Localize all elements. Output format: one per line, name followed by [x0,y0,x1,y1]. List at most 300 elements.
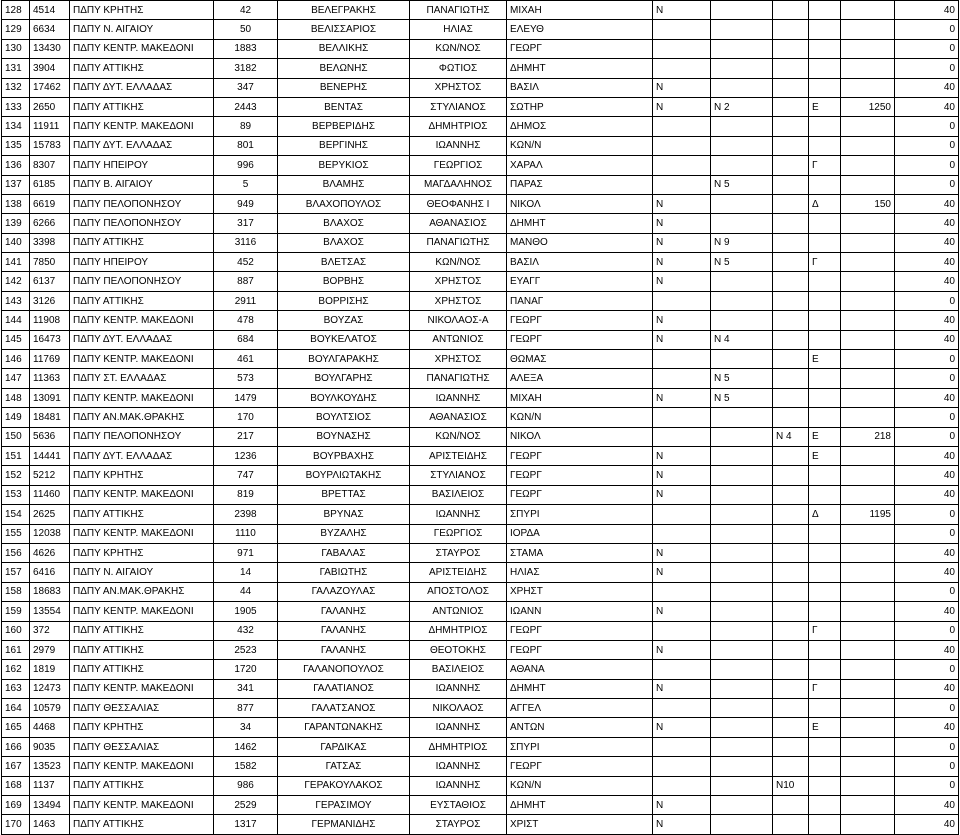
table-row [2,350,959,369]
category-cell [809,543,841,562]
note-n2-cell [773,194,809,213]
value-cell: 0 [895,757,959,776]
value-cell: 0 [895,524,959,543]
record-id-cell: 11769 [30,350,70,369]
record-id-cell: 1463 [30,815,70,834]
value-cell: 40 [895,485,959,504]
note-n-cell: Ν 5 [711,388,773,407]
code-cell: 34 [214,718,278,737]
code-cell: 1317 [214,815,278,834]
row-number-cell: 135 [2,136,30,155]
father-name-cell: ΝΙΚΟΛ [507,427,653,446]
note-n-cell [711,524,773,543]
first-name-cell: ΚΩΝ/ΝΟΣ [410,39,507,58]
first-name-cell: ΑΝΤΩΝΙΟΣ [410,330,507,349]
table-row [2,679,959,698]
personnel-table [1,0,959,835]
flag-n-cell: Ν [653,233,711,252]
amount-cell [841,330,895,349]
row-number-cell: 142 [2,272,30,291]
record-id-cell: 15783 [30,136,70,155]
record-id-cell: 12038 [30,524,70,543]
surname-cell: ΓΑΡΑΝΤΩΝΑΚΗΣ [278,718,410,737]
father-name-cell: ΔΗΜΗΤ [507,796,653,815]
surname-cell: ΒΟΥΡΒΑΧΗΣ [278,446,410,465]
record-id-cell: 17462 [30,78,70,97]
flag-n-cell: Ν [653,679,711,698]
table-body [2,1,959,835]
value-cell: 40 [895,194,959,213]
value-cell: 40 [895,388,959,407]
value-cell: 0 [895,117,959,136]
note-n-cell [711,446,773,465]
father-name-cell: ΙΟΡΔΑ [507,524,653,543]
first-name-cell: ΒΑΣΙΛΕΙΟΣ [410,660,507,679]
note-n2-cell [773,272,809,291]
department-cell: ΠΔΠΥ ΚΕΝΤΡ. ΜΑΚΕΔΟΝΙ [70,679,214,698]
category-cell [809,59,841,78]
table-row [2,640,959,659]
father-name-cell: ΘΩΜΑΣ [507,350,653,369]
first-name-cell: ΧΡΗΣΤΟΣ [410,350,507,369]
surname-cell: ΒΟΥΛΤΣΙΟΣ [278,408,410,427]
flag-n-cell: Ν [653,796,711,815]
code-cell: 2523 [214,640,278,659]
record-id-cell: 5636 [30,427,70,446]
father-name-cell: ΗΛΙΑΣ [507,563,653,582]
department-cell: ΠΔΠΥ ΚΕΝΤΡ. ΜΑΚΕΔΟΝΙ [70,485,214,504]
category-cell [809,524,841,543]
row-number-cell: 161 [2,640,30,659]
flag-n-cell: Ν [653,543,711,562]
code-cell: 1720 [214,660,278,679]
note-n-cell [711,485,773,504]
department-cell: ΠΔΠΥ ΘΕΣΣΑΛΙΑΣ [70,737,214,756]
table-row [2,175,959,194]
table-row [2,737,959,756]
code-cell: 1883 [214,39,278,58]
flag-n-cell [653,621,711,640]
amount-cell [841,737,895,756]
table-row [2,1,959,20]
first-name-cell: ΓΕΩΡΓΙΟΣ [410,156,507,175]
row-number-cell: 128 [2,1,30,20]
surname-cell: ΓΑΛΑΤΙΑΝΟΣ [278,679,410,698]
department-cell: ΠΔΠΥ ΗΠΕΙΡΟΥ [70,156,214,175]
record-id-cell: 4468 [30,718,70,737]
row-number-cell: 168 [2,776,30,795]
row-number-cell: 160 [2,621,30,640]
code-cell: 341 [214,679,278,698]
amount-cell [841,39,895,58]
value-cell: 0 [895,737,959,756]
surname-cell: ΓΑΛΑΤΣΑΝΟΣ [278,699,410,718]
first-name-cell: ΑΘΑΝΑΣΙΟΣ [410,214,507,233]
note-n2-cell [773,330,809,349]
first-name-cell: ΕΥΣΤΑΘΙΟΣ [410,796,507,815]
record-id-cell: 6416 [30,563,70,582]
surname-cell: ΒΛΑΧΟΠΟΥΛΟΣ [278,194,410,213]
category-cell [809,1,841,20]
note-n2-cell [773,679,809,698]
record-id-cell: 18481 [30,408,70,427]
flag-n-cell: Ν [653,253,711,272]
note-n-cell [711,59,773,78]
father-name-cell: ΓΕΩΡΓ [507,39,653,58]
row-number-cell: 166 [2,737,30,756]
value-cell: 40 [895,796,959,815]
note-n-cell [711,311,773,330]
table-row [2,330,959,349]
father-name-cell: ΠΑΡΑΣ [507,175,653,194]
code-cell: 1236 [214,446,278,465]
row-number-cell: 155 [2,524,30,543]
flag-n-cell: Ν [653,388,711,407]
amount-cell [841,640,895,659]
note-n2-cell [773,796,809,815]
note-n-cell [711,640,773,659]
table-row [2,272,959,291]
row-number-cell: 132 [2,78,30,97]
record-id-cell: 4626 [30,543,70,562]
surname-cell: ΒΛΕΤΣΑΣ [278,253,410,272]
father-name-cell: ΓΕΩΡΓ [507,757,653,776]
table-row [2,446,959,465]
category-cell [809,388,841,407]
table-row [2,233,959,252]
value-cell: 0 [895,156,959,175]
note-n-cell [711,582,773,601]
code-cell: 317 [214,214,278,233]
note-n2-cell [773,466,809,485]
flag-n-cell: Ν [653,194,711,213]
note-n2-cell [773,175,809,194]
table-row [2,78,959,97]
value-cell: 0 [895,660,959,679]
row-number-cell: 140 [2,233,30,252]
flag-n-cell: Ν [653,1,711,20]
first-name-cell: ΓΕΩΡΓΙΟΣ [410,524,507,543]
category-cell: Δ [809,505,841,524]
surname-cell: ΓΕΡΑΚΟΥΛΑΚΟΣ [278,776,410,795]
value-cell: 40 [895,718,959,737]
father-name-cell: ΑΛΕΞΑ [507,369,653,388]
category-cell [809,699,841,718]
amount-cell [841,485,895,504]
table-row [2,427,959,446]
first-name-cell: ΦΩΤΙΟΣ [410,59,507,78]
father-name-cell: ΠΑΝΑΓ [507,291,653,310]
department-cell: ΠΔΠΥ ΚΕΝΤΡ. ΜΑΚΕΔΟΝΙ [70,524,214,543]
department-cell: ΠΔΠΥ ΑΤΤΙΚΗΣ [70,505,214,524]
table-row [2,699,959,718]
category-cell [809,369,841,388]
record-id-cell: 13430 [30,39,70,58]
code-cell: 1582 [214,757,278,776]
row-number-cell: 136 [2,156,30,175]
note-n-cell [711,1,773,20]
department-cell: ΠΔΠΥ ΚΕΝΤΡ. ΜΑΚΕΔΟΝΙ [70,796,214,815]
flag-n-cell [653,39,711,58]
code-cell: 170 [214,408,278,427]
table-row [2,136,959,155]
table-row [2,757,959,776]
table-row [2,621,959,640]
first-name-cell: ΙΩΑΝΝΗΣ [410,679,507,698]
first-name-cell: ΣΤΑΥΡΟΣ [410,815,507,834]
note-n2-cell [773,446,809,465]
note-n2-cell [773,699,809,718]
row-number-cell: 134 [2,117,30,136]
father-name-cell: ΜΙΧΑΗ [507,388,653,407]
note-n2-cell [773,718,809,737]
value-cell: 40 [895,97,959,116]
first-name-cell: ΧΡΗΣΤΟΣ [410,291,507,310]
amount-cell [841,718,895,737]
record-id-cell: 13523 [30,757,70,776]
record-id-cell: 1819 [30,660,70,679]
note-n2-cell [773,621,809,640]
surname-cell: ΓΑΤΣΑΣ [278,757,410,776]
first-name-cell: ΙΩΑΝΝΗΣ [410,136,507,155]
first-name-cell: ΜΑΓΔΑΛΗΝΟΣ [410,175,507,194]
amount-cell [841,543,895,562]
note-n2-cell [773,757,809,776]
record-id-cell: 11460 [30,485,70,504]
table-row [2,582,959,601]
category-cell [809,815,841,834]
surname-cell: ΓΑΡΔΙΚΑΣ [278,737,410,756]
category-cell [809,660,841,679]
value-cell: 40 [895,602,959,621]
father-name-cell: ΒΑΣΙΛ [507,78,653,97]
note-n2-cell [773,602,809,621]
note-n2-cell [773,233,809,252]
note-n2-cell [773,582,809,601]
father-name-cell: ΕΛΕΥΘ [507,20,653,39]
record-id-cell: 13091 [30,388,70,407]
department-cell: ΠΔΠΥ ΑΤΤΙΚΗΣ [70,233,214,252]
value-cell: 0 [895,699,959,718]
father-name-cell: ΓΕΩΡΓ [507,330,653,349]
department-cell: ΠΔΠΥ ΑΝ.ΜΑΚ.ΘΡΑΚΗΣ [70,408,214,427]
flag-n-cell: Ν [653,640,711,659]
department-cell: ΠΔΠΥ ΚΡΗΤΗΣ [70,1,214,20]
first-name-cell: ΑΡΙΣΤΕΙΔΗΣ [410,446,507,465]
row-number-cell: 145 [2,330,30,349]
table-row [2,388,959,407]
surname-cell: ΒΕΝΕΡΗΣ [278,78,410,97]
note-n-cell [711,796,773,815]
department-cell: ΠΔΠΥ ΑΤΤΙΚΗΣ [70,776,214,795]
table-row [2,524,959,543]
first-name-cell: ΙΩΑΝΝΗΣ [410,757,507,776]
father-name-cell: ΝΙΚΟΛ [507,194,653,213]
amount-cell [841,272,895,291]
code-cell: 44 [214,582,278,601]
record-id-cell: 18683 [30,582,70,601]
flag-n-cell: Ν [653,466,711,485]
note-n-cell [711,39,773,58]
category-cell: Γ [809,621,841,640]
table-row [2,20,959,39]
code-cell: 432 [214,621,278,640]
first-name-cell: ΠΑΝΑΓΙΩΤΗΣ [410,233,507,252]
father-name-cell: ΑΝΤΩΝ [507,718,653,737]
department-cell: ΠΔΠΥ ΑΤΤΙΚΗΣ [70,660,214,679]
record-id-cell: 9035 [30,737,70,756]
first-name-cell: ΑΡΙΣΤΕΙΔΗΣ [410,563,507,582]
row-number-cell: 129 [2,20,30,39]
value-cell: 0 [895,39,959,58]
note-n-cell [711,214,773,233]
code-cell: 5 [214,175,278,194]
amount-cell [841,78,895,97]
amount-cell [841,776,895,795]
record-id-cell: 1137 [30,776,70,795]
surname-cell: ΒΡΕΤΤΑΣ [278,485,410,504]
category-cell [809,563,841,582]
code-cell: 452 [214,253,278,272]
amount-cell: 1195 [841,505,895,524]
note-n-cell [711,699,773,718]
table-row [2,194,959,213]
table-row [2,776,959,795]
table-row [2,156,959,175]
row-number-cell: 150 [2,427,30,446]
code-cell: 1905 [214,602,278,621]
code-cell: 573 [214,369,278,388]
category-cell [809,311,841,330]
amount-cell: 1250 [841,97,895,116]
father-name-cell: ΜΙΧΑΗ [507,1,653,20]
table-row [2,369,959,388]
record-id-cell: 4514 [30,1,70,20]
category-cell [809,233,841,252]
note-n-cell [711,20,773,39]
father-name-cell: ΧΡΗΣΤ [507,582,653,601]
record-id-cell: 5212 [30,466,70,485]
note-n-cell: Ν 9 [711,233,773,252]
amount-cell [841,1,895,20]
amount-cell [841,59,895,78]
table-row [2,311,959,330]
amount-cell [841,582,895,601]
table-row [2,796,959,815]
note-n2-cell [773,543,809,562]
code-cell: 819 [214,485,278,504]
flag-n-cell [653,291,711,310]
table-row [2,815,959,834]
surname-cell: ΒΕΛΕΓΡΑΚΗΣ [278,1,410,20]
first-name-cell: ΑΝΤΩΝΙΟΣ [410,602,507,621]
category-cell [809,485,841,504]
table-row [2,660,959,679]
code-cell: 747 [214,466,278,485]
note-n2-cell [773,136,809,155]
amount-cell: 150 [841,194,895,213]
department-cell: ΠΔΠΥ ΔΥΤ. ΕΛΛΑΔΑΣ [70,446,214,465]
row-number-cell: 152 [2,466,30,485]
record-id-cell: 11363 [30,369,70,388]
note-n2-cell [773,660,809,679]
father-name-cell: ΜΑΝΘΟ [507,233,653,252]
amount-cell [841,214,895,233]
amount-cell [841,253,895,272]
amount-cell [841,660,895,679]
code-cell: 217 [214,427,278,446]
flag-n-cell [653,136,711,155]
first-name-cell: ΘΕΟΤΟΚΗΣ [410,640,507,659]
note-n2-cell [773,291,809,310]
department-cell: ΠΔΠΥ ΗΠΕΙΡΟΥ [70,253,214,272]
flag-n-cell: Ν [653,97,711,116]
note-n2-cell [773,97,809,116]
code-cell: 347 [214,78,278,97]
note-n2-cell [773,524,809,543]
category-cell: Γ [809,156,841,175]
category-cell [809,39,841,58]
father-name-cell: ΚΩΝ/Ν [507,408,653,427]
first-name-cell: ΔΗΜΗΤΡΙΟΣ [410,737,507,756]
department-cell: ΠΔΠΥ ΑΤΤΙΚΗΣ [70,640,214,659]
amount-cell [841,175,895,194]
value-cell: 0 [895,175,959,194]
code-cell: 478 [214,311,278,330]
surname-cell: ΓΕΡΑΣΙΜΟΥ [278,796,410,815]
row-number-cell: 143 [2,291,30,310]
department-cell: ΠΔΠΥ ΘΕΣΣΑΛΙΑΣ [70,699,214,718]
record-id-cell: 2979 [30,640,70,659]
table-row [2,214,959,233]
row-number-cell: 147 [2,369,30,388]
value-cell: 0 [895,20,959,39]
code-cell: 89 [214,117,278,136]
flag-n-cell: Ν [653,446,711,465]
father-name-cell: ΔΗΜΗΤ [507,214,653,233]
value-cell: 40 [895,679,959,698]
surname-cell: ΒΟΥΛΓΑΡΗΣ [278,369,410,388]
note-n2-cell [773,815,809,834]
father-name-cell: ΓΕΩΡΓ [507,311,653,330]
record-id-cell: 12473 [30,679,70,698]
code-cell: 2443 [214,97,278,116]
row-number-cell: 169 [2,796,30,815]
surname-cell: ΒΕΡΥΚΙΟΣ [278,156,410,175]
record-id-cell: 3126 [30,291,70,310]
category-cell: Ε [809,446,841,465]
flag-n-cell: Ν [653,563,711,582]
category-cell [809,214,841,233]
row-number-cell: 138 [2,194,30,213]
row-number-cell: 167 [2,757,30,776]
flag-n-cell: Ν [653,272,711,291]
department-cell: ΠΔΠΥ ΚΕΝΤΡ. ΜΑΚΕΔΟΝΙ [70,117,214,136]
category-cell: Ε [809,718,841,737]
father-name-cell: ΓΕΩΡΓ [507,485,653,504]
row-number-cell: 154 [2,505,30,524]
row-number-cell: 146 [2,350,30,369]
note-n-cell [711,757,773,776]
flag-n-cell [653,757,711,776]
note-n2-cell [773,640,809,659]
value-cell: 0 [895,350,959,369]
category-cell [809,20,841,39]
category-cell [809,136,841,155]
first-name-cell: ΔΗΜΗΤΡΙΟΣ [410,621,507,640]
amount-cell [841,621,895,640]
code-cell: 1462 [214,737,278,756]
